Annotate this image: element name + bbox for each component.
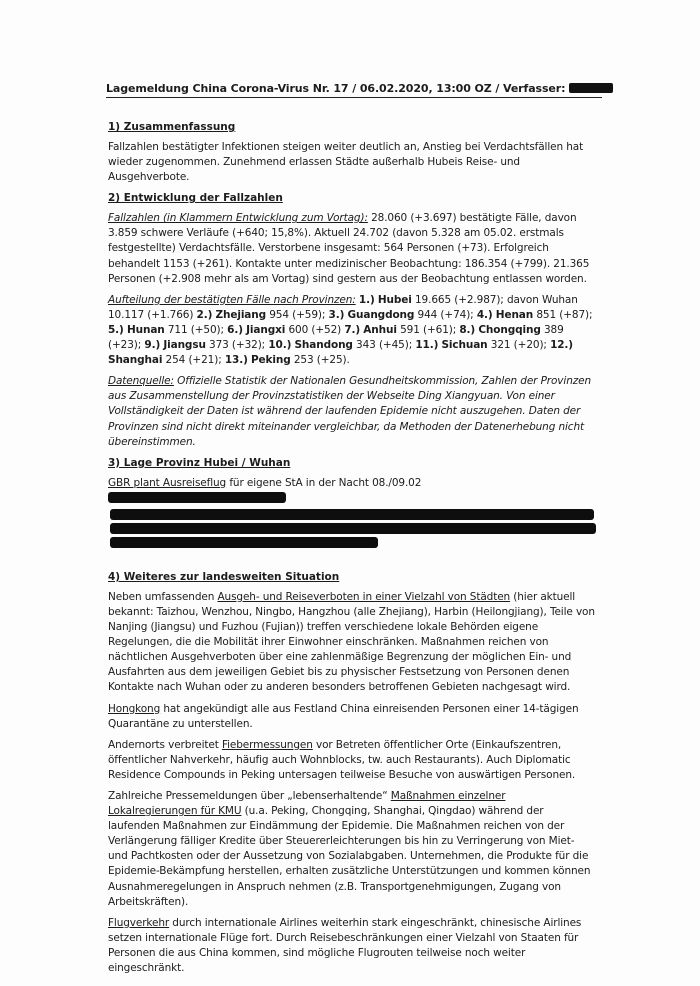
text-span: durch internationale Airlines weiterhin stark eingeschränkt, chinesische Airlines setzen internationale Flüge fort. Durch Reisebeschränkungen einer Vielzahl von Staaten für Personen die aus China kommen, sind mögliche Flugrouten teilweise noch weiter eingeschränkt. xyxy=(108,916,582,975)
section-heading-nationwide: 4) Weiteres zur landesweiten Situation xyxy=(108,570,340,583)
province-count: 600 (+52) xyxy=(285,323,345,336)
underlined-phrase: Maßnahmen einzelner Lokalregierungen für KMU xyxy=(108,790,506,818)
text-span: (hier aktuell bekannt: Taizhou, Wenzhou, Ningbo, Hangzhou (alle Zhejiang), Harbin (Heilongjiang), Teile von Nanjing (Jiangsu) und Fuzhou (Fujian)) treffen verschiedene lokale Behörden eigene Regelungen, die die Mobilität ihrer Einwohner einschränken. Maßnahmen reichen von nächtlichen Ausgehverboten über eine zahlenmäßige Begrenzung der möglichen Ein- und Ausfahrten aus dem jeweiligen Gebiet bis zu physischer Festsetzung von Personen denen Kontakte nach Wuhan oder zu anderen besonders betroffenen Gebieten nachgesagt wird. xyxy=(108,590,595,694)
province-count: 19.665 (+2.987); davon Wuhan 10.117 (+1.766) xyxy=(108,293,578,321)
province-name: Shandong xyxy=(294,339,353,352)
redaction-bar xyxy=(108,492,286,503)
case-numbers-paragraph xyxy=(108,211,596,286)
redaction-bar xyxy=(110,523,596,534)
report-title: Lagemeldung China Corona-Virus Nr. 17 / 06.02.2020, 13:00 OZ / Verfasser: xyxy=(106,82,566,95)
gbr-flight-label: GBR plant Ausreiseflug xyxy=(108,476,227,489)
text-span: Zahlreiche Pressemeldungen über „lebenserhaltende“ xyxy=(108,790,391,802)
province-rank: 3.) xyxy=(328,308,345,321)
province-name: Zhejiang xyxy=(215,308,267,321)
underlined-phrase: Hongkong xyxy=(108,702,161,715)
author-redaction xyxy=(569,83,613,93)
case-numbers-text: 28.060 (+3.697) bestätigte Fälle, davon 3.859 schwere Verläufe (+640; 15,8%). Aktuell 24.702 (davon 5.328 am 05.02. erstmals festgestellte) Verdachtsfälle. Verstorbene insgesamt: 564 Personen (+73). Erfolgreich behandelt 1153 (+261). Kontakte unter medizinischer Beobachtung: 186.354 (+799). 21.365 Personen (+2.908 mehr als am Vortag) sind gestern aus der Beobachtung entlassen worden. xyxy=(108,212,590,285)
text-span: vor Betreten öffentlicher Orte (Einkaufszentren, öffentlicher Nahverkehr, häufig auch Wohnblocks, tw. auch Restaurants). Auch Diplomatic Residence Compounds in Peking untersagen teilweise Besuche von auswärtigen Personen. xyxy=(108,738,576,781)
province-rank: 6.) xyxy=(227,323,243,336)
province-name: Jiangsu xyxy=(163,339,206,352)
report-header xyxy=(106,82,602,98)
section-heading-summary: 1) Zusammenfassung xyxy=(108,121,236,133)
province-count: 711 (+50); xyxy=(164,323,228,336)
province-name: Jiangxi xyxy=(246,323,286,336)
text-span: hat angekündigt alle aus Festland China einreisenden Personen einer 14-tägigen Quarantäne zu unterstellen. xyxy=(108,702,579,730)
redacted-block xyxy=(110,509,596,548)
province-count: 373 (+32); xyxy=(205,339,269,352)
fever-checks-paragraph xyxy=(108,738,596,783)
province-breakdown-paragraph xyxy=(108,293,596,368)
province-name: Hubei xyxy=(377,293,412,306)
province-name: Sichuan xyxy=(441,339,488,352)
province-rank: 13.) xyxy=(224,354,248,367)
province-count: 851 (+87); xyxy=(533,308,593,321)
province-count: 954 (+59); xyxy=(266,308,329,321)
gbr-flight-text: für eigene StA in der Nacht 08./09.02 xyxy=(226,476,422,489)
province-count: 389 (+23); xyxy=(108,323,564,352)
province-name: Anhui xyxy=(363,323,397,336)
province-name: Hunan xyxy=(126,323,165,336)
province-rank: 9.) xyxy=(144,339,161,352)
redaction-bar xyxy=(110,509,594,520)
data-source-label: Datenquelle: xyxy=(108,375,174,388)
text-span: (u.a. Peking, Chongqing, Shanghai, Qingdao) während der laufenden Maßnahmen zur Eindämmung der Epidemie. Die Maßnahmen reichen von der Verlängerung fälliger Kredite über Steuererleichterungen bis hin zu Verringerung von Miet- und Pachtkosten oder der Aussetzung von Sozialabgaben. Unternehmen, die Produkte für die Epidemie-Bekämpfung herstellen, erhalten zusätzliche Unterstützungen und kommen können Ausnahmeregelungen in Anspruch nehmen (z.B. Transportgenehmigungen, Zugang von Arbeitskräften). xyxy=(108,805,591,908)
report-body xyxy=(108,120,596,982)
province-rank: 7.) xyxy=(344,323,361,336)
province-name: Guangdong xyxy=(347,308,415,321)
sme-measures-paragraph xyxy=(108,789,596,910)
province-name: Henan xyxy=(495,308,534,321)
redaction-bar xyxy=(110,537,378,548)
data-source-paragraph xyxy=(108,374,596,449)
province-rank: 11.) xyxy=(415,339,439,352)
summary-paragraph: Fallzahlen bestätigter Infektionen steigen weiter deutlich an, Anstieg bei Verdachtsfällen hat wieder zugenommen. Zunehmend erlassen Städte außerhalb Hubeis Reise- und Ausgehverbote. xyxy=(108,141,584,184)
province-count: 253 (+25). xyxy=(290,354,350,367)
province-rank: 10.) xyxy=(268,339,292,352)
province-rank: 1.) xyxy=(358,293,375,306)
province-count: 944 (+74); xyxy=(414,308,477,321)
province-breakdown-label: Aufteilung der bestätigten Fälle nach Provinzen: xyxy=(108,293,356,306)
province-rank: 2.) xyxy=(196,308,213,321)
underlined-phrase: Fiebermessungen xyxy=(221,738,313,751)
province-count: 321 (+20); xyxy=(487,339,551,352)
movement-restrictions-paragraph xyxy=(108,590,596,696)
underlined-phrase: Flugverkehr xyxy=(108,916,170,929)
case-numbers-label: Fallzahlen (in Klammern Entwicklung zum Vortag): xyxy=(108,212,368,225)
section-heading-hubei: 3) Lage Provinz Hubei / Wuhan xyxy=(108,456,291,469)
data-source-text: Offizielle Statistik der Nationalen Gesundheitskommission, Zahlen der Provinzen aus Zusammenstellung der Provinzstatistiken der Webseite Ding Xiangyuan. Von einer Vollständigkeit der Daten ist während der laufenden Epidemie nicht auszugehen. Daten der Provinzen sind nicht direkt miteinander vergleichbar, da Methoden der Datenerhebung nicht übereinstimmen. xyxy=(108,375,591,448)
province-rank: 8.) xyxy=(459,323,476,336)
text-span: Andernorts verbreitet xyxy=(108,738,222,751)
hubei-paragraph xyxy=(108,476,596,506)
province-name: Peking xyxy=(250,354,291,367)
underlined-phrase: Ausgeh- und Reiseverboten in einer Vielzahl von Städten xyxy=(217,590,511,603)
province-rank: 4.) xyxy=(476,308,493,321)
province-count: 343 (+45); xyxy=(352,339,416,352)
air-traffic-paragraph xyxy=(108,916,596,976)
province-name: Shanghai xyxy=(108,354,163,367)
province-rank: 12.) xyxy=(550,339,573,352)
hongkong-paragraph xyxy=(108,702,596,732)
province-rank: 5.) xyxy=(108,323,124,336)
province-name: Chongqing xyxy=(478,323,541,336)
province-count: 254 (+21); xyxy=(162,354,225,367)
province-count: 591 (+61); xyxy=(396,323,460,336)
text-span: Neben umfassenden xyxy=(108,590,218,603)
section-heading-case-numbers: 2) Entwicklung der Fallzahlen xyxy=(108,192,283,205)
